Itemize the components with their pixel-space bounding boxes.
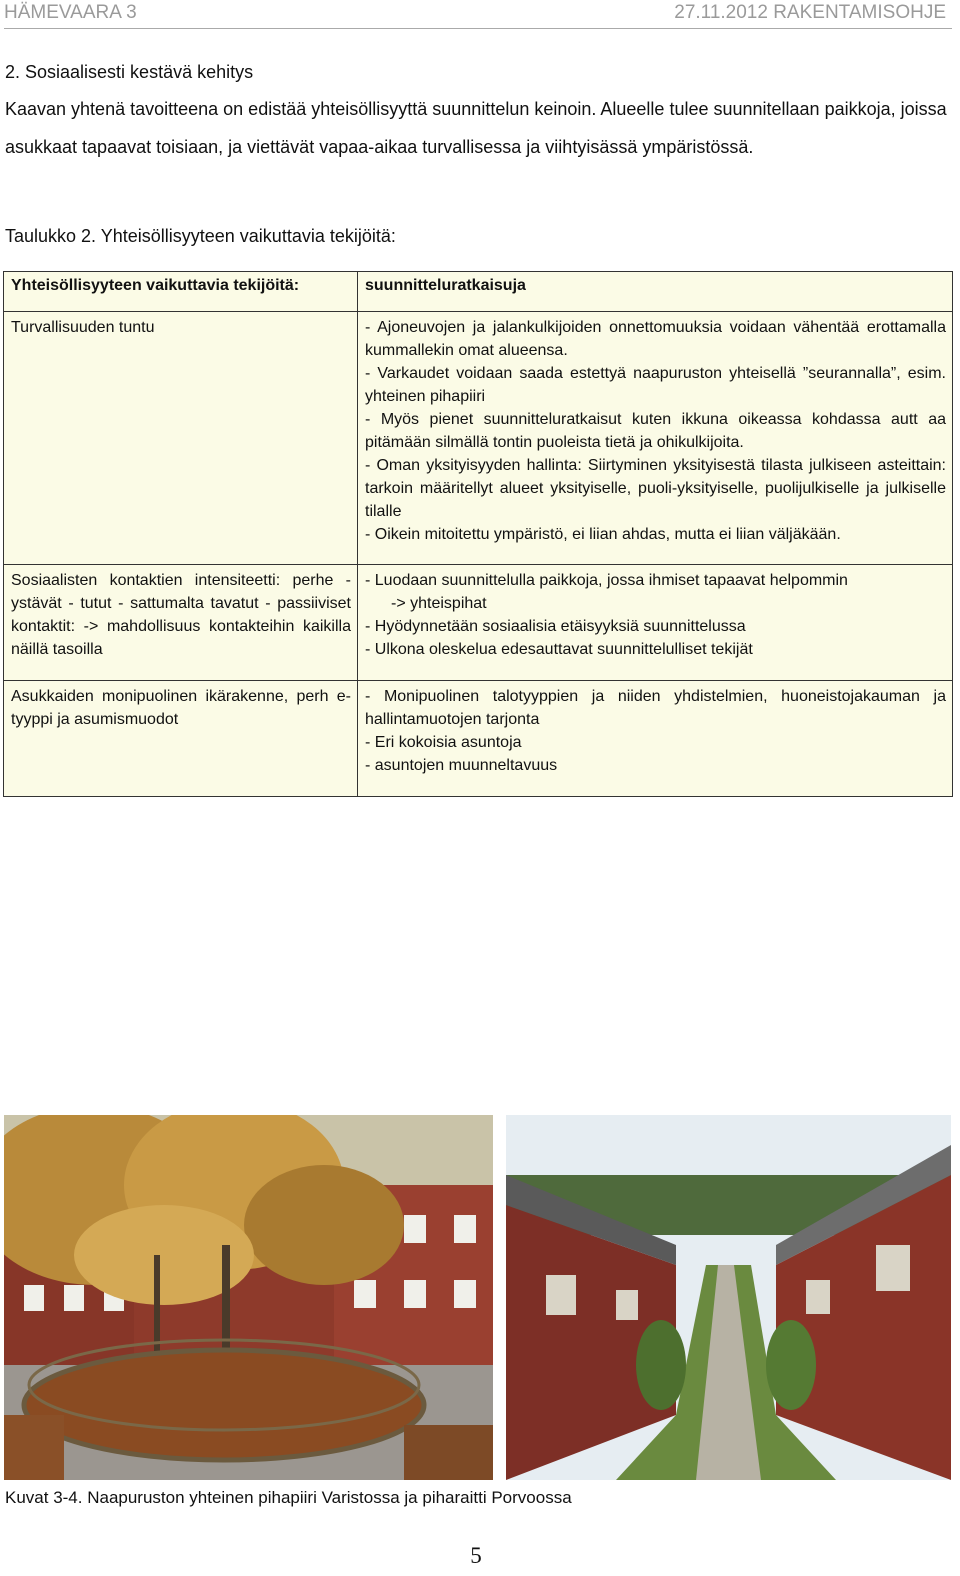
- solution-line: - Oman yksityisyyden hallinta: Siirtyminen yksityisestä tilasta julkiseen asteittain: tarkoin määritellyt alueet yksityiselle, puoli-yksityiselle, puolijulkiselle ja julkiselle tilalle: [365, 457, 946, 520]
- courtyard-illustration: [4, 1115, 493, 1480]
- factor-cell: Asukkaiden monipuolinen ikärakenne, perh e-tyyppi ja asumismuodot: [11, 688, 351, 728]
- page-number: 5: [470, 1543, 482, 1568]
- solutions-cell: [358, 565, 952, 669]
- courtyard-photo: [4, 1115, 493, 1480]
- column-header-factors: Yhteisöllisyyteen vaikuttavia tekijöitä:: [11, 277, 300, 294]
- factors-table: [3, 271, 953, 797]
- photos-caption: Kuvat 3-4. Naapuruston yhteinen pihapiiri Varistossa ja piharaitti Porvoossa: [5, 1488, 572, 1507]
- table-caption: Taulukko 2. Yhteisöllisyyteen vaikuttavia tekijöitä:: [5, 226, 396, 246]
- solution-line: - Varkaudet voidaan saada estettyä naapuruston yhteisellä ”seurannalla”, esim. yhteinen pihapiiri: [365, 365, 946, 405]
- table-row: [4, 565, 953, 681]
- solution-line: - Monipuolinen talotyyppien ja niiden yhdistelmien, huoneistojakauman ja hallintamuotojen tarjonta: [365, 688, 946, 728]
- table-row: [4, 312, 953, 565]
- solution-line: - Hyödynnetään sosiaalisia etäisyyksiä suunnittelussa: [365, 618, 746, 635]
- page-header: [4, 2, 946, 28]
- solution-line: - Oikein mitoitettu ympäristö, ei liian ahdas, mutta ei liian väljäkään.: [365, 526, 841, 543]
- solution-line: - Luodaan suunnittelulla paikkoja, jossa ihmiset tapaavat helpommin: [365, 572, 848, 589]
- path-photo: [506, 1115, 951, 1480]
- table-row: [4, 681, 953, 797]
- table-header-row: [4, 272, 953, 312]
- column-header-solutions: suunnitteluratkaisuja: [365, 277, 526, 294]
- path-illustration: [506, 1115, 951, 1480]
- header-left: HÄMEVAARA 3: [4, 2, 137, 23]
- factor-cell: Sosiaalisten kontaktien intensiteetti: perhe - ystävät - tutut - sattumalta tavatut - passiiviset kontaktit: -> mahdollisuus kontakteihin kaikilla näillä tasoilla: [11, 572, 351, 658]
- factor-cell: Turvallisuuden tuntu: [11, 319, 155, 336]
- solution-line: -> yhteispihat: [391, 595, 487, 612]
- solution-line: - Eri kokoisia asuntoja: [365, 734, 522, 751]
- solutions-cell: [358, 681, 952, 785]
- solutions-cell: [358, 312, 952, 554]
- header-right: 27.11.2012 RAKENTAMISOHJE: [674, 2, 946, 23]
- header-divider: [4, 28, 952, 29]
- solution-line: - asuntojen muunneltavuus: [365, 757, 558, 774]
- solution-line: - Ajoneuvojen ja jalankulkijoiden onnettomuuksia voidaan vähentää erottamalla kummallekin omat alueensa.: [365, 319, 946, 359]
- solution-line: - Ulkona oleskelua edesauttavat suunnittelulliset tekijät: [365, 641, 753, 658]
- intro-paragraph: Kaavan yhtenä tavoitteena on edistää yhteisöllisyyttä suunnittelun keinoin. Alueelle tulee suunnitellaan paikkoja, joissa asukkaat tapaavat toisiaan, ja viettävät vapaa-aikaa turvallisessa ja viihtyisässä ympäristössä.: [5, 99, 947, 157]
- solution-line: - Myös pienet suunnitteluratkaisut kuten ikkuna oikeassa kohdassa autt aa pitämään silmällä tontin puoleista tietä ja ohikulkijoita.: [365, 411, 946, 451]
- section-heading: 2. Sosiaalisesti kestävä kehitys: [5, 62, 254, 82]
